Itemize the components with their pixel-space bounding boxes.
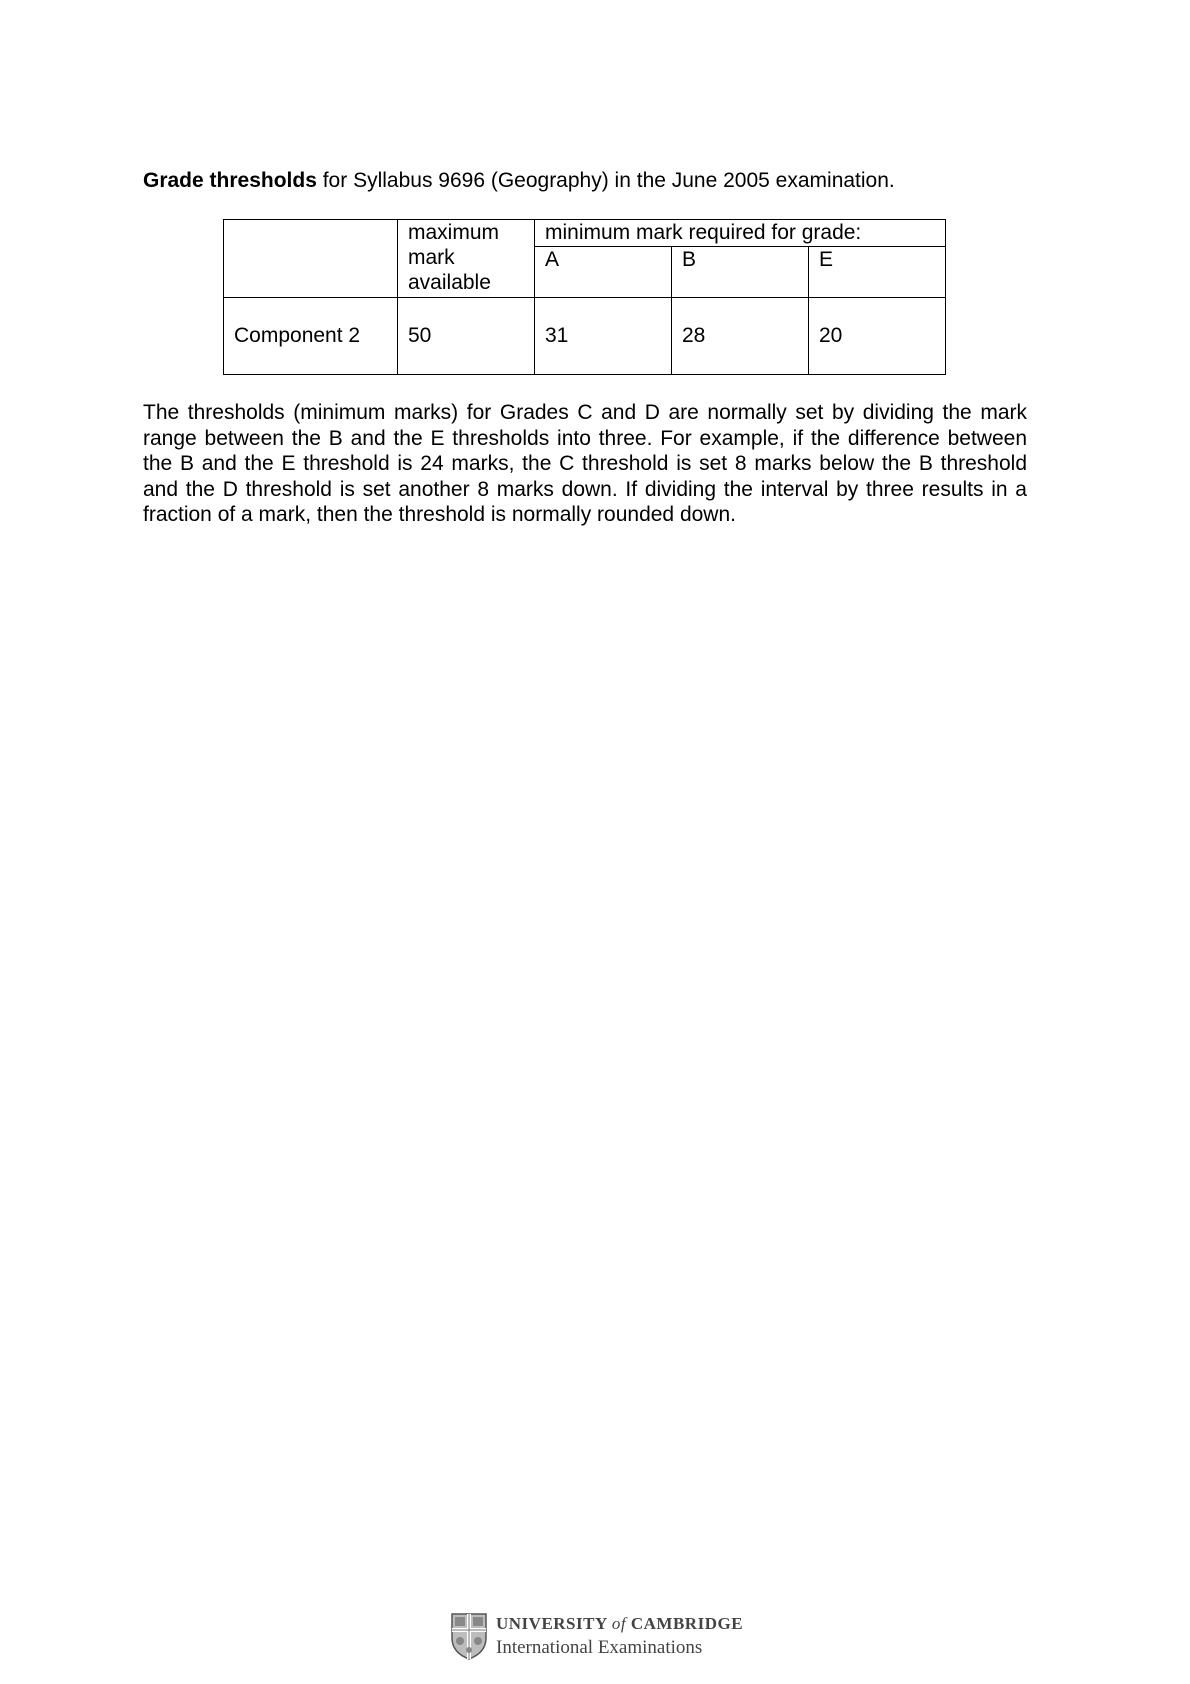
max-header-line: mark — [408, 246, 455, 269]
heading-rest: for Syllabus 9696 (Geography) in the June 2005 examination. — [316, 169, 895, 192]
grade-b-header: B — [672, 247, 809, 298]
explanation-paragraph: The thresholds (minimum marks) for Grades C and D are normally set by dividing the mark range between the B and the E thresholds into three. For example, if the difference between the B and the E threshold is 24 marks, the C threshold is set 8 marks below the B threshold and the D threshold is set another 8 marks down. If dividing the interval by three results in a fraction of a mark, then the threshold is normally rounded down. — [143, 401, 1027, 526]
empty-header-cell — [224, 220, 398, 298]
grade-a-header: A — [535, 247, 672, 298]
max-mark-cell: 50 — [398, 298, 535, 375]
table-header-row — [224, 220, 946, 247]
grade-e-header: E — [809, 247, 946, 298]
table-row — [224, 298, 946, 375]
grade-b-cell: 28 — [672, 298, 809, 375]
logo-university-line: UNIVERSITY of CAMBRIDGE — [496, 1614, 744, 1633]
max-header-line: available — [408, 271, 491, 294]
logo-exams-line: International Examinations — [496, 1637, 703, 1658]
component-cell: Component 2 — [224, 298, 398, 375]
max-mark-header — [398, 220, 535, 298]
max-header-line: maximum — [408, 221, 500, 244]
cambridge-logo — [450, 1612, 743, 1660]
grade-thresholds-table — [223, 219, 946, 375]
crest-icon — [450, 1612, 488, 1660]
page-heading — [143, 168, 895, 194]
heading-bold: Grade thresholds — [143, 169, 317, 192]
grade-a-cell: 31 — [535, 298, 672, 375]
grade-e-cell: 20 — [809, 298, 946, 375]
min-mark-header: minimum mark required for grade: — [535, 220, 946, 247]
